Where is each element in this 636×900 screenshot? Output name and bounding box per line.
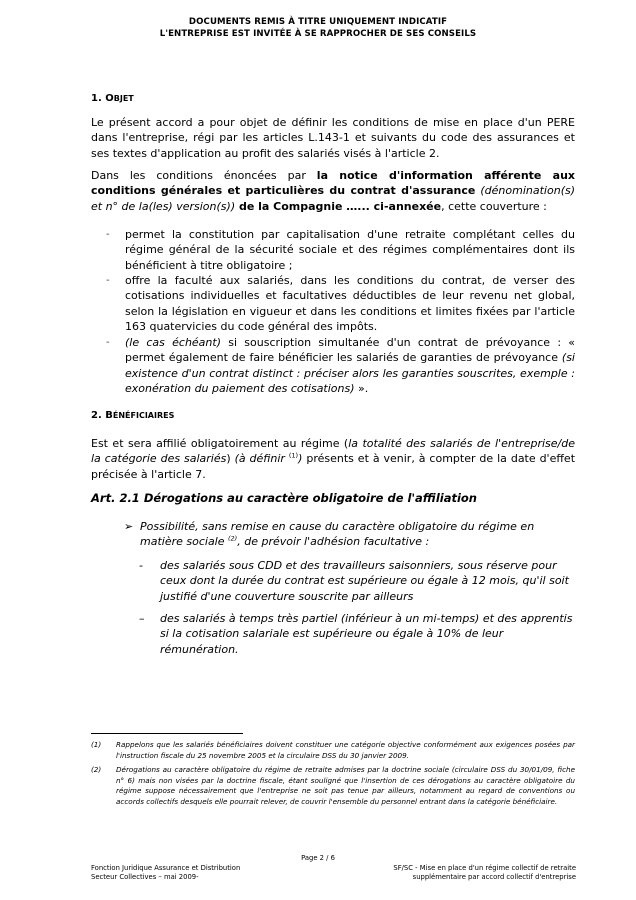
para2-text-1: Dans les conditions énoncées par	[91, 169, 317, 182]
list-item	[91, 227, 575, 273]
s2-text-2: )	[226, 452, 235, 466]
arrow-text-1: Possibilité, sans remise en cause du caractère obligatoire du régime en matière sociale	[140, 520, 535, 549]
footnote-ref-2: (2)	[228, 534, 238, 543]
section-1-number: 1. O	[91, 93, 114, 104]
list-dash: -	[106, 275, 110, 286]
section-2-paragraph	[91, 436, 575, 482]
page-number: Page 2 / 6	[301, 854, 335, 862]
footer-left-line-2: Secteur Collectives – mai 2009-	[91, 873, 199, 882]
sub-list-item	[139, 611, 575, 657]
para2-italic: (dénomination(s) et n° de la(les) version(s))	[91, 184, 576, 213]
document-header	[0, 16, 636, 40]
bullet3-italic-1: (le cas échéant)	[125, 336, 221, 349]
sub-list-dash: –	[139, 612, 145, 625]
list-item-text	[125, 335, 575, 397]
footer-right-line-2: supplémentaire par accord collectif d'entreprise	[412, 873, 576, 882]
footnote-text: Rappelons que les salariés bénéficiaires doivent constituer une catégorie objective conformément aux exigences posées par l'instruction fiscale du 25 novembre 2005 et la circulaire DSS du 30 janvier 2009.	[116, 740, 575, 760]
footer-right	[393, 864, 576, 882]
arrow-bullet-icon: ➢	[124, 520, 134, 533]
para2-text-2: , cette couverture :	[441, 199, 547, 213]
footnote-number: (2)	[91, 765, 102, 774]
list-item	[91, 335, 575, 397]
footnote	[91, 740, 575, 761]
sub-list-dash: -	[139, 559, 143, 572]
section-1-paragraph-2	[91, 168, 575, 214]
footnote-text: Dérogations au caractère obligatoire du régime de retraite admises par la doctrine sociale (circulaire DSS du 30/01/09, fiche n° 6) mais non visées par la doctrine fiscale, étant souligné que l'insertion de ces dérogations au caractère obligatoire du régime suppose nécessairement que l'entreprise ne soit pas tenue par ailleurs, notamment au regard de conventions ou accords collectifs desquels elle pourrait relever, de couvrir l'ensemble du personnel entrant dans la catégorie bénéficiaire.	[116, 765, 575, 806]
s2-italic-2: (à définir	[234, 452, 289, 466]
arrow-item-text	[140, 519, 575, 550]
bullet3-italic-2: (si existence d'un contrat distinct : préciser alors les garanties souscrites, exemple : exonération du paiement des cotisations)	[125, 351, 575, 396]
header-line-1: DOCUMENTS REMIS À TITRE UNIQUEMENT INDICATIF	[188, 17, 448, 27]
list-dash: -	[106, 229, 110, 240]
list-item	[91, 273, 575, 335]
footnote-number: (1)	[91, 740, 102, 749]
arrow-text-2: , de prévoir l'adhésion facultative :	[237, 535, 430, 549]
footnote-ref-1: (1)	[288, 451, 299, 460]
para2-bold-1: la notice d'information afférente aux conditions générales et particulières du contrat d'assurance	[91, 169, 575, 198]
section-2-title-text: ÉNÉFICIAIRES	[112, 411, 175, 420]
footnote-separator	[91, 733, 243, 734]
list-item-text: permet la constitution par capitalisation d'une retraite complétant celles du régime général de la sécurité sociale et des régimes complémentaires dont ils bénéficient à titre obligatoire ;	[125, 228, 575, 272]
s2-italic-1: la totalité des salariés de l'entreprise/de la catégorie des salariés	[91, 437, 575, 466]
arrow-list-item	[124, 519, 575, 550]
s2-text-1: Est et sera affilié obligatoirement au régime (	[91, 437, 349, 450]
para2-bold-2: de la Compagnie …... ci-annexée	[235, 199, 442, 213]
sub-list-item-text: des salariés à temps très partiel (inférieur à un mi-temps) et des apprentis si la cotisation salariale est supérieure ou égale à 10% de leur rémunération.	[160, 612, 573, 656]
footer-left-line-1: Fonction Juridique Assurance et Distribution	[91, 864, 241, 872]
bullet3-text-2: ».	[354, 382, 369, 396]
section-1-paragraph-1: Le présent accord a pour objet de définir les conditions de mise en place d'un PERE dans l'entreprise, régi par les articles L.143-1 et suivants du code des assurances et ses textes d'application au profit des salariés visés à l'article 2.	[91, 116, 575, 160]
list-item-text: offre la faculté aux salariés, dans les conditions du contrat, de verser des cotisations individuelles et facultatives déductibles de leur revenu net global, selon la législation en vigueur et dans les conditions et limites fixées par l'article 163 quatervicies du code général des impôts.	[125, 274, 575, 334]
footer-right-line-1: SF/SC - Mise en place d'un régime collectif de retraite	[393, 864, 576, 872]
bullet3-text-1: si souscription simultanée d'un contrat de prévoyance : « permet également de faire bénéficier les salariés de garanties de prévoyance	[125, 336, 575, 365]
sub-list-item-text: des salariés sous CDD et des travailleurs saisonniers, sous réserve pour ceux dont la durée du contrat est supérieure ou égale à 12 mois, qu'il soit justifié d'une couverture souscrite par ailleurs	[160, 559, 569, 603]
footer-left	[91, 864, 240, 882]
section-1-title	[91, 93, 134, 104]
section-2-title	[91, 410, 174, 421]
section-1-title-text: BJET	[113, 94, 134, 103]
article-2-1-title: Art. 2.1 Dérogations au caractère obligatoire de l'affiliation	[91, 491, 477, 505]
s2-italic-3: )	[298, 452, 303, 466]
s2-text-3: présents et à venir, à compter de la date d'effet précisée à l'article 7.	[91, 452, 576, 481]
footnote	[91, 765, 575, 807]
header-line-2: L'ENTREPRISE EST INVITÉE À SE RAPPROCHER DE SES CONSEILS	[159, 29, 477, 39]
sub-list-item	[139, 558, 575, 604]
list-dash: -	[106, 337, 110, 348]
section-2-number: 2. B	[91, 410, 113, 421]
